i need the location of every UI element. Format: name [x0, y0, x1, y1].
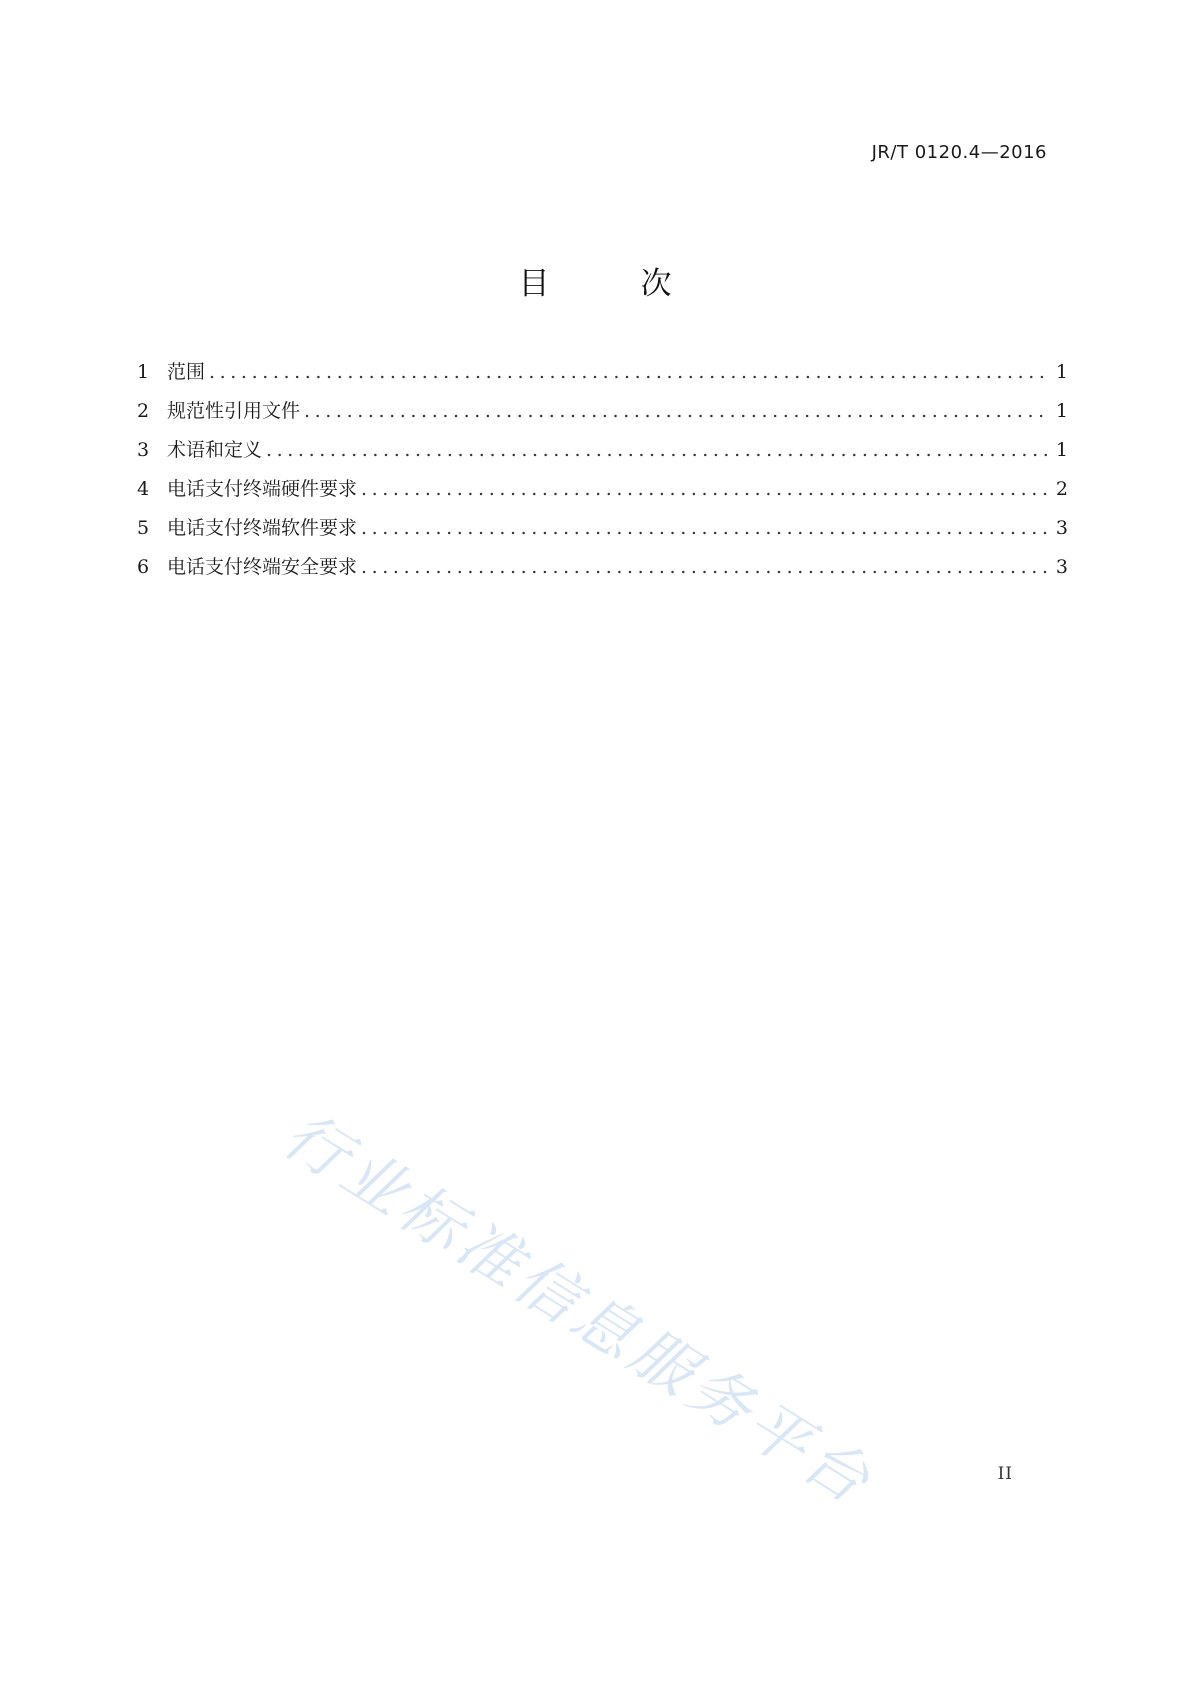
toc-entry-number: 5: [137, 517, 150, 539]
toc-entry-title: 电话支付终端安全要求: [167, 556, 358, 578]
toc-entry-title: 规范性引用文件: [167, 400, 301, 422]
toc-entry-number: 1: [137, 361, 150, 383]
toc-entry[interactable]: [137, 474, 1068, 513]
toc-leader-dots: [361, 478, 1050, 500]
toc-entry-page: 1: [1055, 400, 1068, 422]
toc-entry[interactable]: [137, 396, 1068, 435]
toc-entry-title: 电话支付终端软件要求: [167, 517, 358, 539]
toc-entry-page: 3: [1055, 556, 1068, 578]
toc-entry-number: 2: [137, 400, 150, 422]
toc-entry[interactable]: [137, 552, 1068, 591]
toc-entry[interactable]: [137, 435, 1068, 474]
toc-leader-dots: [361, 517, 1050, 539]
watermark: 行业标准信息服务平台: [271, 1097, 887, 1521]
toc-entry[interactable]: [137, 513, 1068, 552]
page-number: II: [997, 1464, 1013, 1484]
toc-leader-dots: [361, 556, 1050, 578]
toc-leader-dots: [266, 439, 1050, 461]
toc-entry-title: 术语和定义: [167, 439, 263, 461]
toc-leader-dots: [304, 400, 1050, 422]
toc-entry-number: 3: [137, 439, 150, 461]
toc-entry-title: 范围: [167, 361, 206, 383]
toc-entry-page: 1: [1055, 439, 1068, 461]
toc-entry-number: 4: [137, 478, 150, 500]
toc-entry-page: 1: [1055, 361, 1068, 383]
toc-list: [137, 357, 1068, 591]
toc-entry[interactable]: [137, 357, 1068, 396]
toc-entry-number: 6: [137, 556, 150, 578]
toc-leader-dots: [209, 361, 1050, 383]
toc-entry-title: 电话支付终端硬件要求: [167, 478, 358, 500]
toc-title: 目 次: [518, 266, 702, 302]
document-code: JR/T 0120.4—2016: [871, 142, 1047, 163]
toc-entry-page: 2: [1055, 478, 1068, 500]
toc-entry-page: 3: [1055, 517, 1068, 539]
